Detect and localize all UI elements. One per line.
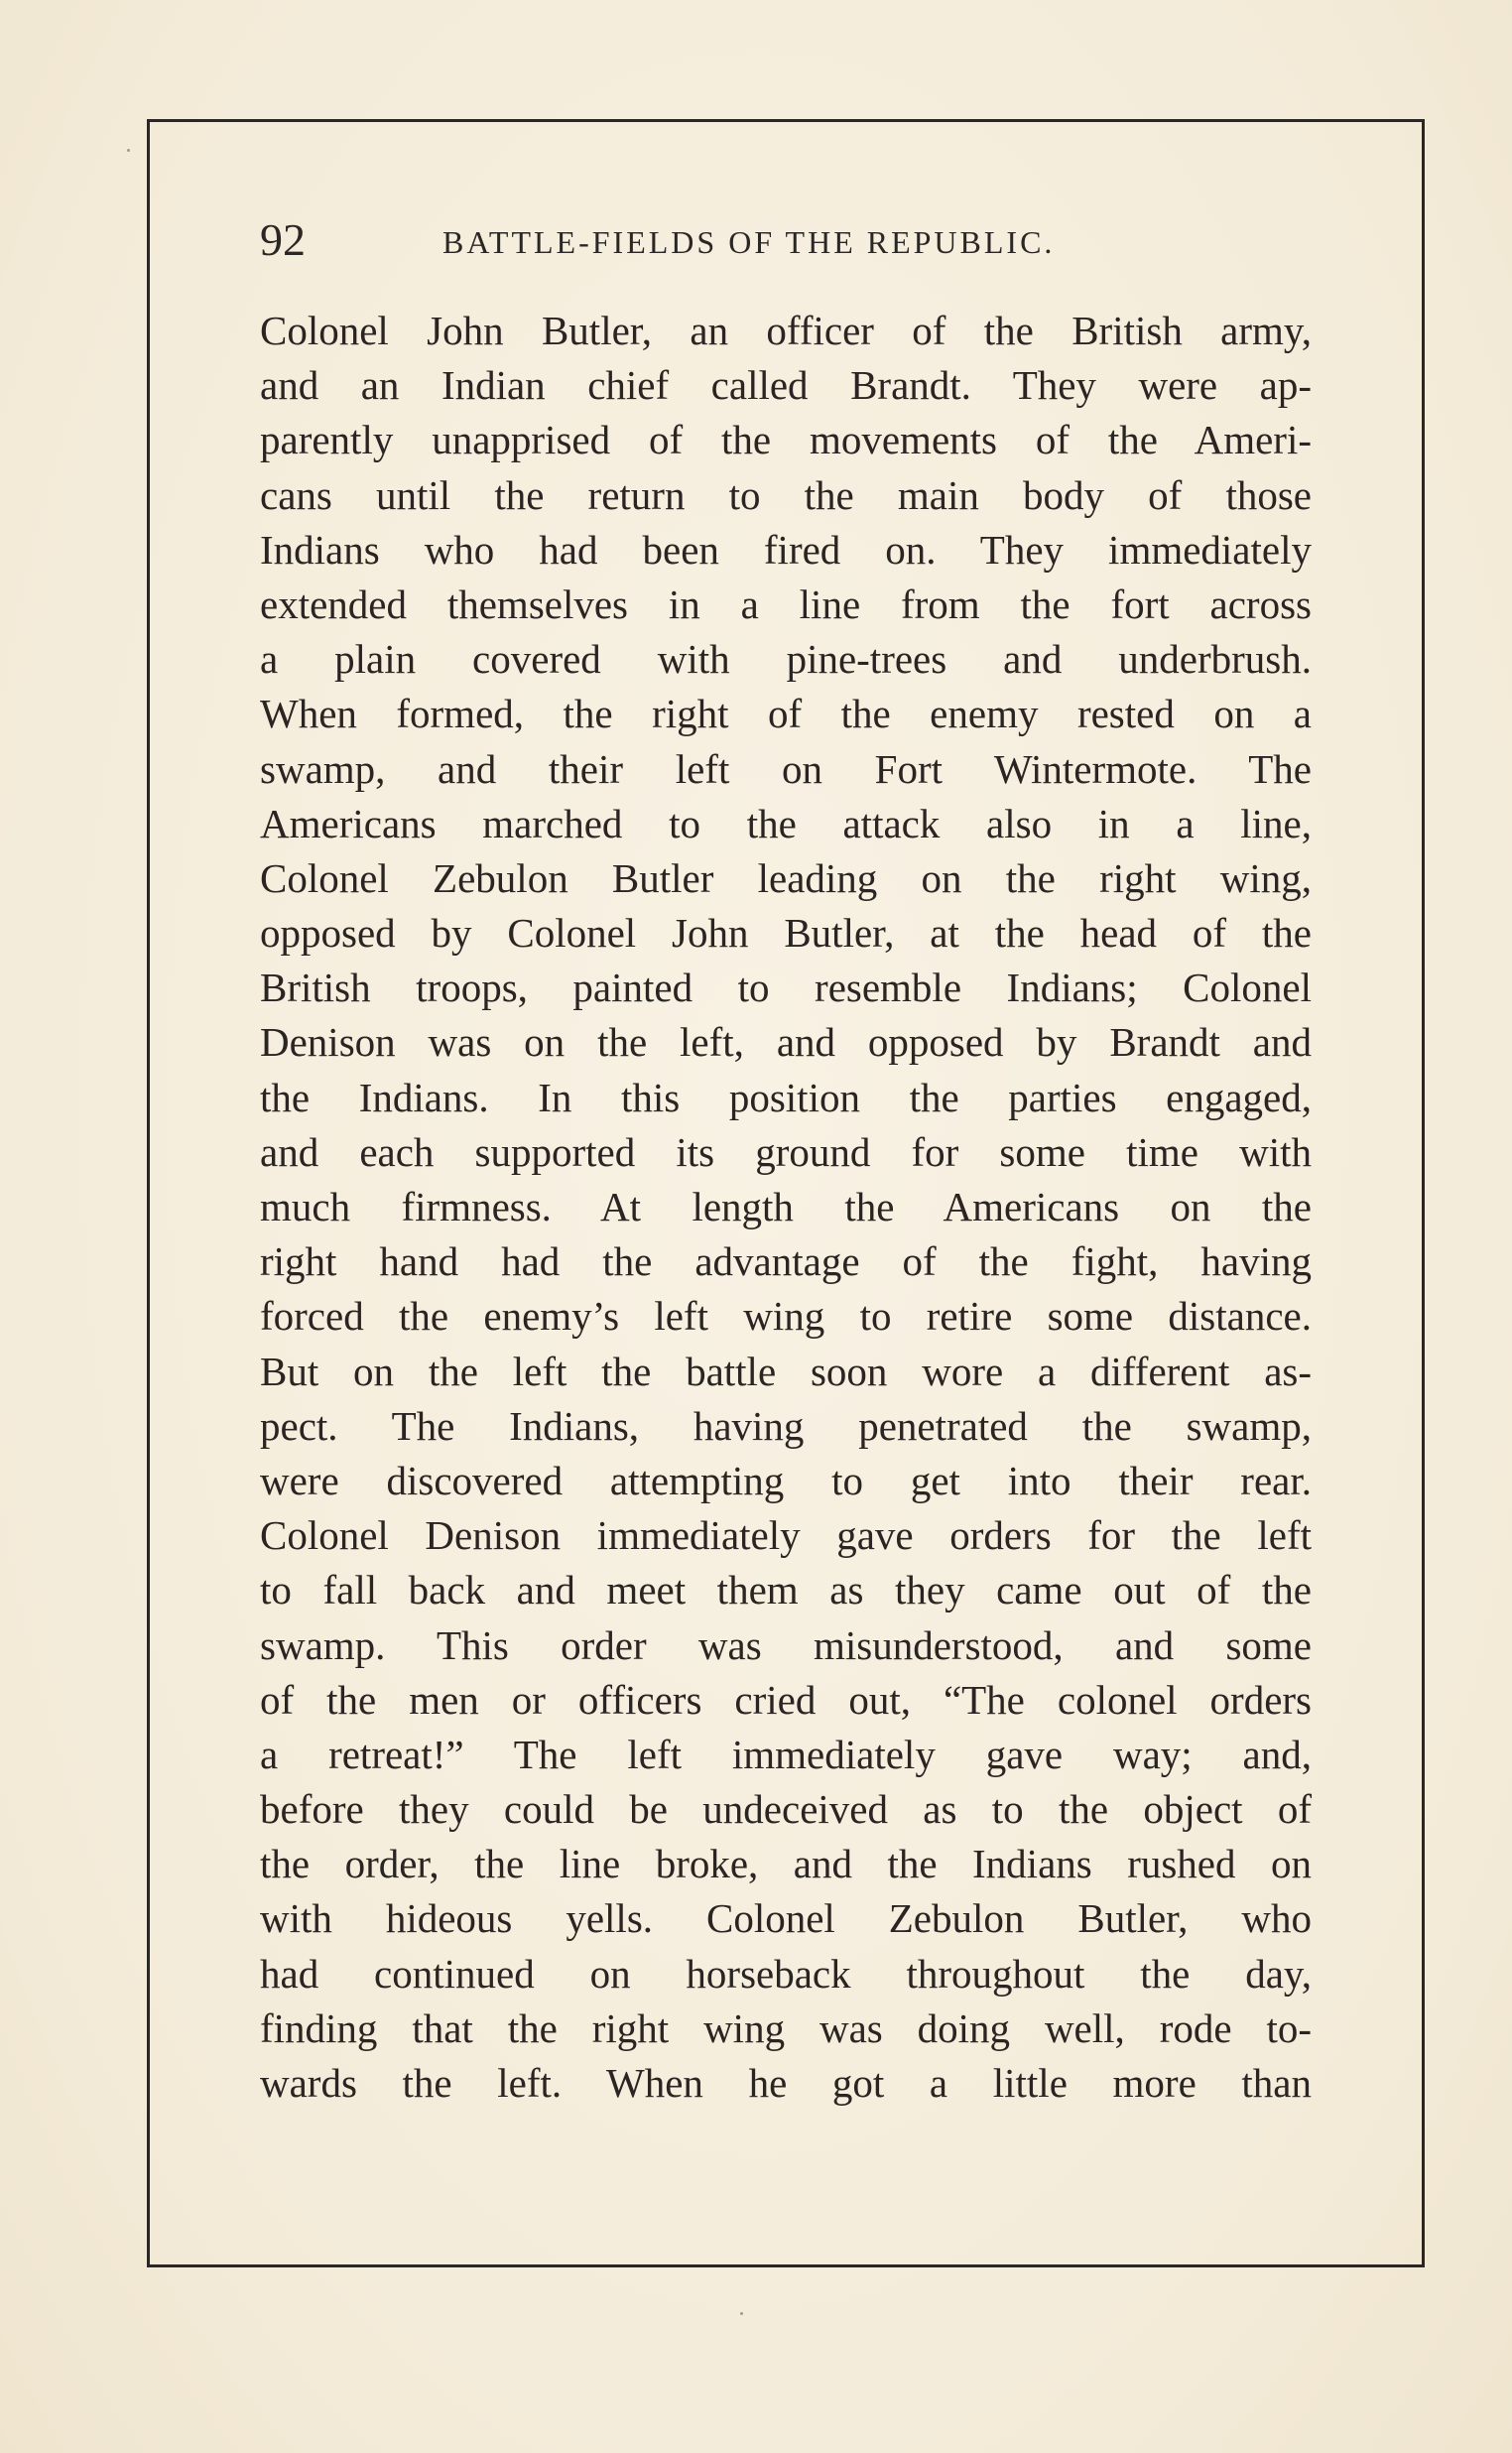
text-line: before they could be undeceived as to the object of — [260, 1786, 1312, 1833]
text-line: Americans marched to the attack also in a line, — [260, 800, 1312, 846]
text-line: forced the enemy’s left wing to retire some distance. — [260, 1293, 1312, 1340]
text-line: much firmness. At length the Americans on the — [260, 1184, 1312, 1229]
text-line: of the men or officers cried out, “The colonel orders — [260, 1676, 1312, 1723]
text-line: Colonel Zebulon Butler leading on the right wing, — [260, 854, 1312, 901]
text-line: extended themselves in a line from the fort across — [260, 581, 1312, 627]
text-line: a retreat!” The left immediately gave way; and, — [260, 1731, 1312, 1777]
text-line: were discovered attempting to get into their rear. — [260, 1457, 1312, 1503]
text-line: to fall back and meet them as they came out of the — [260, 1567, 1312, 1614]
paper-speck — [740, 2312, 743, 2315]
running-head: BATTLE-FIELDS OF THE REPUBLIC. — [442, 224, 1056, 260]
text-line: swamp. This order was misunderstood, and some — [260, 1621, 1312, 1668]
text-line: Denison was on the left, and opposed by Brandt and — [260, 1019, 1312, 1066]
text-line: parently unapprised of the movements of the Ameri- — [260, 417, 1312, 463]
text-line: right hand had the advantage of the fight, having — [260, 1238, 1312, 1285]
text-line: cans until the return to the main body of those — [260, 471, 1312, 518]
text-line: swamp, and their left on Fort Wintermote. The — [260, 745, 1312, 792]
text-line: Colonel John Butler, an officer of the British army, — [260, 308, 1312, 353]
text-line: with hideous yells. Colonel Zebulon Butler, who — [260, 1895, 1312, 1942]
text-line: Indians who had been fired on. They immediately — [260, 526, 1312, 573]
text-line: wards the left. When he got a little more than — [260, 2060, 1312, 2106]
body-text — [260, 304, 1312, 2111]
text-line: finding that the right wing was doing well, rode to- — [260, 2004, 1312, 2051]
page-header — [260, 210, 1312, 270]
text-line: had continued on horseback throughout the day, — [260, 1950, 1312, 1997]
text-line: Colonel Denison immediately gave orders for the left — [260, 1512, 1312, 1559]
text-line: British troops, painted to resemble Indians; Colonel — [260, 965, 1312, 1011]
text-line: and an Indian chief called Brandt. They were ap- — [260, 362, 1312, 409]
text-line: a plain covered with pine-trees and underbrush. — [260, 636, 1312, 683]
text-line: the Indians. In this position the parties engaged, — [260, 1074, 1312, 1120]
paper-speck — [127, 149, 130, 152]
text-line: pect. The Indians, having penetrated the swamp, — [260, 1402, 1312, 1449]
page-number: 92 — [260, 214, 306, 265]
text-line: opposed by Colonel John Butler, at the head of the — [260, 910, 1312, 957]
text-line: When formed, the right of the enemy rested on a — [260, 691, 1312, 737]
text-line: and each supported its ground for some time with — [260, 1128, 1312, 1175]
text-line: But on the left the battle soon wore a different as- — [260, 1348, 1312, 1394]
text-line: the order, the line broke, and the Indians rushed on — [260, 1841, 1312, 1887]
